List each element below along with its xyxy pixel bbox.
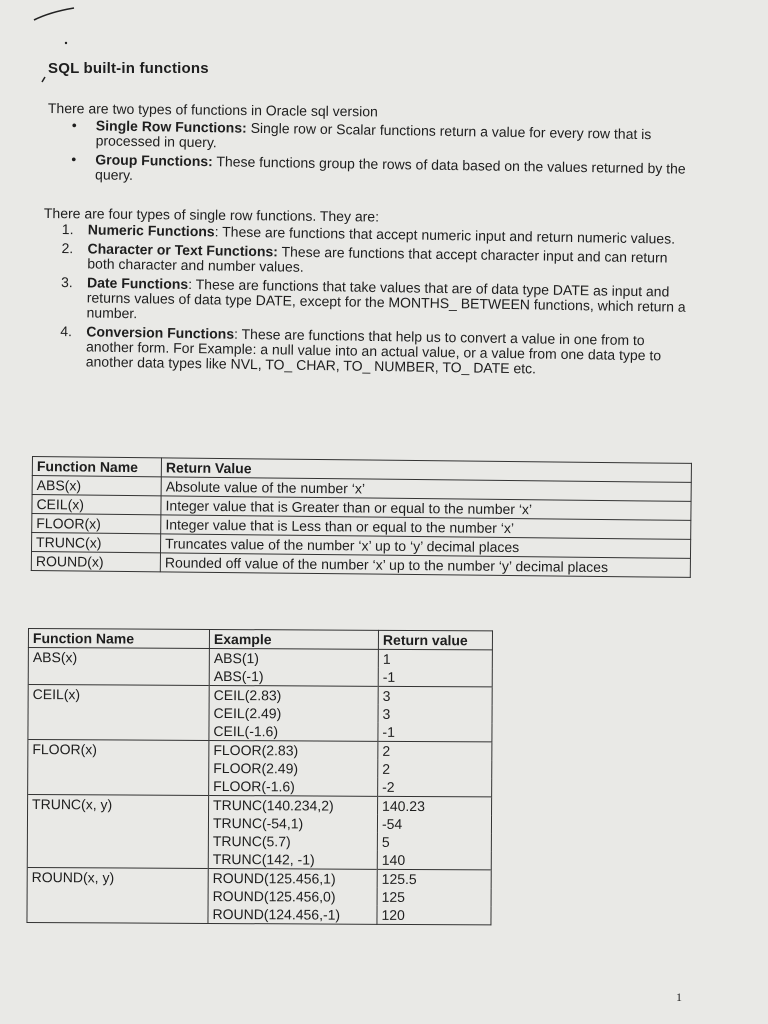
bullet-mark: •	[71, 117, 77, 134]
bullet-mark: •	[71, 150, 77, 168]
table-row	[27, 904, 491, 925]
table-cell: TRUNC(x)	[31, 533, 160, 553]
table-header-row	[28, 629, 492, 650]
table-cell: ROUND(x)	[31, 552, 160, 572]
table-row	[28, 666, 492, 687]
table-cell: Absolute value of the number ‘x’	[161, 477, 691, 502]
table-cell: Integer value that is Greater than or equal to the number ‘x’	[161, 496, 691, 521]
table-row	[28, 721, 492, 742]
list-term: Group Functions:	[95, 151, 213, 170]
table-cell: CEIL(x)	[32, 495, 161, 515]
example-cell: FLOOR(2.83)	[209, 740, 378, 759]
pen-tick-mark	[40, 76, 48, 84]
table-row	[28, 740, 492, 761]
return-value-cell: 140.23	[378, 796, 492, 815]
table-row	[27, 849, 491, 870]
column-header: Return value	[378, 630, 492, 650]
example-cell: TRUNC(140.234,2)	[209, 795, 378, 814]
list-number: 4.	[60, 322, 73, 340]
table-row	[27, 831, 491, 851]
function-types-list	[71, 118, 702, 196]
table-row	[28, 685, 492, 706]
list-text: : These are functions that take values that are of data type DATE as input and returns values of data type DATE, except for the MONTHS_ BETWEEN functions, which return a number.	[86, 275, 686, 322]
return-value-cell: -2	[378, 778, 492, 797]
example-cell: CEIL(-1.6)	[209, 722, 378, 741]
function-name-cell	[27, 813, 208, 832]
table-cell: Integer value that is Less than or equal to the number ‘x’	[161, 515, 691, 540]
return-value-cell: 2	[378, 741, 492, 760]
table-row	[28, 776, 492, 797]
list-term: Date Functions	[86, 274, 189, 292]
function-name-cell: CEIL(x)	[28, 685, 209, 704]
example-cell: TRUNC(-54,1)	[208, 814, 377, 833]
example-cell: CEIL(2.49)	[209, 704, 378, 723]
table-row	[27, 867, 491, 888]
function-name-cell	[28, 758, 209, 777]
function-name-cell: TRUNC(x, y)	[28, 795, 209, 814]
table-row	[28, 703, 492, 723]
return-value-cell: 5	[377, 833, 491, 852]
example-cell: CEIL(2.83)	[209, 685, 378, 704]
table-cell: ABS(x)	[32, 476, 161, 496]
column-header: Function Name	[28, 629, 209, 649]
column-header: Example	[209, 629, 378, 649]
return-value-cell: 125.5	[377, 869, 491, 888]
return-value-cell: -54	[377, 815, 491, 834]
table-row	[27, 813, 491, 833]
list-number: 2.	[61, 239, 74, 257]
return-value-cell: 2	[378, 760, 492, 779]
list-text: Single row or Scalar functions return a value for every row that is processed in query.	[95, 119, 652, 151]
function-name-cell: ROUND(x, y)	[27, 867, 208, 886]
example-cell: ROUND(124.456,-1)	[208, 905, 377, 924]
function-name-cell	[28, 721, 209, 740]
return-value-cell: 3	[378, 705, 492, 724]
list-item	[60, 275, 691, 330]
list-text: : These are functions that accept numeric input and return numeric values.	[214, 223, 676, 247]
list-term: Character or Text Functions:	[87, 240, 279, 260]
function-name-cell	[27, 904, 208, 923]
list-item	[60, 324, 691, 379]
return-value-cell: 140	[377, 851, 491, 870]
function-name-cell	[27, 849, 208, 868]
example-cell: ROUND(125.456,0)	[208, 887, 377, 906]
return-value-cell: 120	[377, 906, 491, 925]
list-term: Single Row Functions:	[95, 117, 247, 136]
function-examples-table	[26, 628, 493, 925]
single-row-types-list	[60, 222, 692, 383]
table-cell: Truncates value of the number ‘x’ up to ‘y’ decimal places	[161, 534, 691, 559]
single-row-intro: There are four types of single row functions. They are:	[43, 205, 380, 225]
return-value-cell: -1	[378, 723, 492, 742]
list-number: 1.	[61, 221, 74, 238]
table-row	[27, 886, 491, 906]
example-cell: ABS(-1)	[209, 667, 378, 686]
intro-paragraph: There are two types of functions in Oracle sql version	[47, 100, 378, 120]
table-cell: Rounded off value of the number ‘x’ up to the number ‘y’ decimal places	[160, 553, 690, 578]
function-name-cell	[28, 776, 209, 795]
list-text: : These are functions that help us to convert a value in one from to another form. For Example: a null value into an actual value, or a value from one data type to another data types like NVL, TO_ CHAR, TO_ NUMBER, TO_ DATE etc.	[85, 325, 662, 377]
list-text: These are functions that accept character input and can return both character and number values.	[87, 243, 668, 275]
example-cell: ROUND(125.456,1)	[208, 868, 377, 887]
list-term: Numeric Functions	[87, 221, 215, 240]
example-cell: FLOOR(2.49)	[209, 759, 378, 778]
page-number: 1	[676, 990, 682, 1004]
function-name-cell	[27, 831, 208, 850]
function-name-cell	[28, 703, 209, 722]
return-value-cell: -1	[378, 668, 492, 687]
table-cell: FLOOR(x)	[32, 514, 161, 534]
function-name-cell	[28, 666, 209, 685]
function-name-cell: ABS(x)	[28, 648, 209, 667]
function-name-cell: FLOOR(x)	[28, 740, 209, 759]
function-return-value-table	[31, 456, 692, 578]
function-name-cell	[27, 886, 208, 905]
table-row	[28, 758, 492, 778]
list-term: Conversion Functions	[86, 323, 235, 342]
return-value-cell: 3	[378, 686, 492, 705]
example-cell: FLOOR(-1.6)	[209, 777, 378, 796]
list-text: These functions group the rows of data based on the values returned by the query.	[94, 153, 686, 183]
column-header: Return Value	[161, 458, 691, 483]
list-item	[71, 152, 701, 192]
table-row	[28, 795, 492, 816]
return-value-cell: 125	[377, 888, 491, 907]
return-value-cell: 1	[378, 649, 492, 668]
table-row	[28, 648, 492, 669]
page-title: SQL built-in functions	[48, 60, 209, 77]
list-number: 3.	[60, 273, 73, 291]
example-cell: TRUNC(142, -1)	[208, 850, 377, 869]
pen-scribble-mark	[30, 6, 80, 46]
example-cell: TRUNC(5.7)	[208, 832, 377, 851]
example-cell: ABS(1)	[209, 648, 378, 667]
column-header: Function Name	[32, 457, 161, 477]
